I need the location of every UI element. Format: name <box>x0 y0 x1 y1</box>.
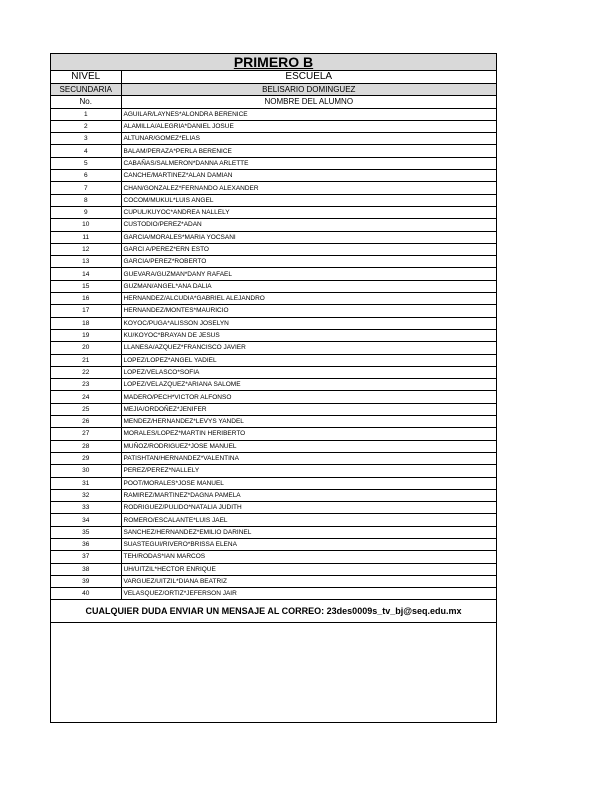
student-number: 31 <box>51 477 121 489</box>
student-name: ALTUNAR/GOMEZ*ELIAS <box>121 133 496 145</box>
student-name: GUZMAN/ANGEL*ANA DALIA <box>121 280 496 292</box>
student-number: 21 <box>51 354 121 366</box>
student-name: GARCIA/MORALES*MARIA YOCSANI <box>121 231 496 243</box>
student-number: 12 <box>51 243 121 255</box>
student-name: COCOM/MUKUL*LUIS ANGEL <box>121 194 496 206</box>
table-row <box>51 477 496 489</box>
header-values-row <box>51 84 496 96</box>
table-row <box>51 588 496 600</box>
student-number: 8 <box>51 194 121 206</box>
student-name: VARGUEZ/UITZIL*DIANA BEATRIZ <box>121 575 496 587</box>
table-row <box>51 538 496 550</box>
student-number: 2 <box>51 120 121 132</box>
table-row <box>51 489 496 501</box>
student-number: 18 <box>51 317 121 329</box>
student-name: VELASQUEZ/ORTIZ*JEFERSON JAIR <box>121 588 496 600</box>
name-column-header: NOMBRE DEL ALUMNO <box>121 96 496 108</box>
student-name: TEH/RODAS*IAN MARCOS <box>121 551 496 563</box>
table-row <box>51 440 496 452</box>
student-name: UH/UITZIL*HECTOR ENRIQUE <box>121 563 496 575</box>
table-row <box>51 120 496 132</box>
student-name: SUASTEGUI/RIVERO*BRISSA ELENA <box>121 538 496 550</box>
header-labels-row <box>51 71 496 84</box>
footer-row <box>51 600 496 623</box>
student-number: 27 <box>51 428 121 440</box>
student-number: 40 <box>51 588 121 600</box>
student-number: 15 <box>51 280 121 292</box>
table-row <box>51 551 496 563</box>
table-row <box>51 145 496 157</box>
student-number: 10 <box>51 219 121 231</box>
student-name: LLANESA/AZQUEZ*FRANCISCO JAVIER <box>121 342 496 354</box>
table-row <box>51 563 496 575</box>
table-row <box>51 133 496 145</box>
student-name: MENDEZ/HERNANDEZ*LEVYS YANDEL <box>121 416 496 428</box>
blank-notes-area <box>51 623 496 725</box>
table-row <box>51 256 496 268</box>
nivel-label: NIVEL <box>51 71 121 84</box>
student-number: 9 <box>51 206 121 218</box>
escuela-value: BELISARIO DOMINGUEZ <box>121 84 496 96</box>
table-row <box>51 502 496 514</box>
student-number: 5 <box>51 157 121 169</box>
student-number: 7 <box>51 182 121 194</box>
student-name: GUEVARA/GUZMAN*DANY RAFAEL <box>121 268 496 280</box>
student-number: 11 <box>51 231 121 243</box>
table-row <box>51 182 496 194</box>
student-number: 30 <box>51 465 121 477</box>
student-name: KOYOC/PUGA*ALISSON JOSELYN <box>121 317 496 329</box>
student-name: MUÑOZ/RODRIGUEZ*JOSE MANUEL <box>121 440 496 452</box>
student-name: LOPEZ/VELASCO*SOFIA <box>121 366 496 378</box>
student-name: ALAMILLA/ALEGRIA*DANIEL JOSUE <box>121 120 496 132</box>
student-name: ROMERO/ESCALANTE*LUIS JAEL <box>121 514 496 526</box>
table-row <box>51 514 496 526</box>
table-row <box>51 317 496 329</box>
student-name: POOT/MORALES*JOSE MANUEL <box>121 477 496 489</box>
table-row <box>51 329 496 341</box>
student-number: 39 <box>51 575 121 587</box>
table-row <box>51 526 496 538</box>
student-roster-table <box>51 54 496 623</box>
table-row <box>51 465 496 477</box>
student-name: CHAN/GONZALEZ*FERNANDO ALEXANDER <box>121 182 496 194</box>
student-number: 19 <box>51 329 121 341</box>
student-number: 14 <box>51 268 121 280</box>
student-name: CUSTODIO/PEREZ*ADAN <box>121 219 496 231</box>
student-number: 35 <box>51 526 121 538</box>
student-name: GARCIA/PEREZ*ROBERTO <box>121 256 496 268</box>
number-column-header: No. <box>51 96 121 108</box>
student-name: CANCHE/MARTINEZ*ALAN DAMIAN <box>121 170 496 182</box>
student-number: 20 <box>51 342 121 354</box>
contact-notice: CUALQUIER DUDA ENVIAR UN MENSAJE AL CORREO: 23des0009s_tv_bj@seq.edu.mx <box>51 600 496 623</box>
table-row <box>51 280 496 292</box>
student-name: CUPUL/KUYOC*ANDREA NALLELY <box>121 206 496 218</box>
student-number: 22 <box>51 366 121 378</box>
student-name: MORALES/LOPEZ*MARTIN HERIBERTO <box>121 428 496 440</box>
table-row <box>51 416 496 428</box>
student-name: MEJIA/ORDOÑEZ*JENIFER <box>121 403 496 415</box>
table-row <box>51 366 496 378</box>
student-number: 26 <box>51 416 121 428</box>
student-number: 33 <box>51 502 121 514</box>
table-row <box>51 219 496 231</box>
student-number: 28 <box>51 440 121 452</box>
table-row <box>51 391 496 403</box>
student-number: 4 <box>51 145 121 157</box>
student-number: 23 <box>51 379 121 391</box>
student-name: BALAM/PERAZA*PERLA BERENICE <box>121 145 496 157</box>
student-number: 13 <box>51 256 121 268</box>
student-number: 32 <box>51 489 121 501</box>
table-row <box>51 231 496 243</box>
student-number: 6 <box>51 170 121 182</box>
table-row <box>51 157 496 169</box>
student-number: 24 <box>51 391 121 403</box>
student-name: RAMIREZ/MARTINEZ*DAGNA PAMELA <box>121 489 496 501</box>
table-row <box>51 243 496 255</box>
escuela-label: ESCUELA <box>121 71 496 84</box>
student-number: 25 <box>51 403 121 415</box>
student-name: LOPEZ/VELAZQUEZ*ARIANA SALOME <box>121 379 496 391</box>
student-name: MADERO/PECH*VICTOR ALFONSO <box>121 391 496 403</box>
table-row <box>51 170 496 182</box>
title-row <box>51 54 496 71</box>
student-name: PATISHTAN/HERNANDEZ*VALENTINA <box>121 452 496 464</box>
student-name: SANCHEZ/HERNANDEZ*EMILIO DARINEL <box>121 526 496 538</box>
student-number: 3 <box>51 133 121 145</box>
student-list-sheet <box>50 53 497 723</box>
student-number: 38 <box>51 563 121 575</box>
student-name: GARCI A/PEREZ*ERN ESTO <box>121 243 496 255</box>
student-number: 29 <box>51 452 121 464</box>
nivel-value: SECUNDARIA <box>51 84 121 96</box>
column-headers-row <box>51 96 496 108</box>
student-number: 1 <box>51 108 121 120</box>
table-row <box>51 403 496 415</box>
student-number: 36 <box>51 538 121 550</box>
table-row <box>51 268 496 280</box>
table-row <box>51 194 496 206</box>
group-title: PRIMERO B <box>51 54 496 71</box>
student-name: CABAÑAS/SALMERON*DANNA ARLETTE <box>121 157 496 169</box>
table-row <box>51 379 496 391</box>
student-number: 16 <box>51 293 121 305</box>
table-row <box>51 342 496 354</box>
table-row <box>51 206 496 218</box>
student-name: KU/KOYOC*BRAYAN DE JESUS <box>121 329 496 341</box>
table-row <box>51 575 496 587</box>
student-number: 34 <box>51 514 121 526</box>
student-name: RODRIGUEZ/PULIDO*NATALIA JUDITH <box>121 502 496 514</box>
table-row <box>51 108 496 120</box>
table-row <box>51 428 496 440</box>
student-name: LOPEZ/LOPEZ*ANGEL YADIEL <box>121 354 496 366</box>
table-row <box>51 354 496 366</box>
student-name: HERNANDEZ/MONTES*MAURICIO <box>121 305 496 317</box>
table-row <box>51 305 496 317</box>
table-row <box>51 293 496 305</box>
table-row <box>51 452 496 464</box>
student-number: 17 <box>51 305 121 317</box>
student-name: AGUILAR/LAYNES*ALONDRA BERENICE <box>121 108 496 120</box>
student-name: PEREZ/PEREZ*NALLELY <box>121 465 496 477</box>
student-number: 37 <box>51 551 121 563</box>
student-name: HERNANDEZ/ALCUDIA*GABRIEL ALEJANDRO <box>121 293 496 305</box>
